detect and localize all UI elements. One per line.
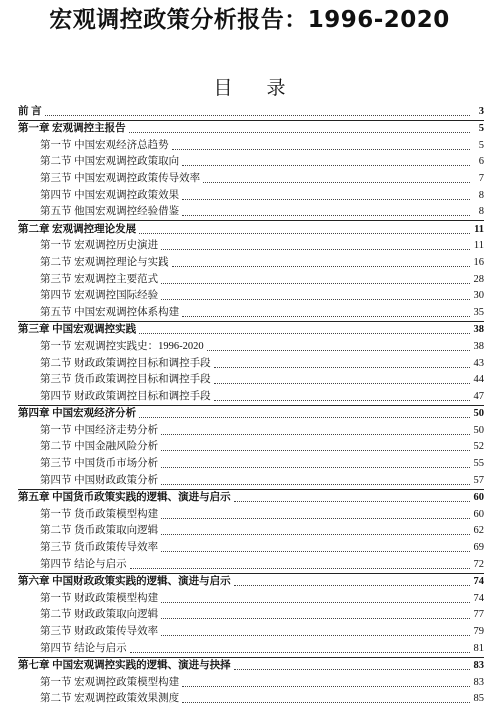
toc-chapter-entry[interactable] [18,657,484,675]
toc-section-entry[interactable] [18,137,484,154]
toc-section-entry[interactable] [18,388,484,405]
toc-entry-page: 74 [473,592,484,604]
toc-section-entry[interactable] [18,623,484,640]
toc-chapter-entry[interactable] [18,489,484,507]
toc-entry-label: 前 言 [18,105,42,117]
toc-entry-label: 第一节 财政政策模型构建 [40,592,159,604]
toc-entry-label: 第四节 结论与启示 [40,642,127,654]
toc-section-entry[interactable] [18,338,484,355]
toc-entry-page: 35 [473,306,484,318]
toc-entry-page: 60 [473,508,484,520]
table-of-contents [18,103,484,707]
toc-entry-label: 第二节 货币政策取向逻辑 [40,525,159,537]
dot-leader [161,601,470,603]
toc-entry-page: 7 [478,172,484,184]
toc-entry-label: 第一节 宏观调控历史演进 [40,240,159,252]
dot-leader [234,584,470,586]
toc-entry-page: 11 [473,240,484,252]
dot-leader [161,298,470,300]
toc-section-entry[interactable] [18,691,484,707]
dot-leader [182,214,470,216]
toc-entry-page: 38 [473,340,484,352]
dot-leader [161,248,470,250]
toc-section-entry[interactable] [18,523,484,540]
toc-entry-page: 11 [474,223,484,235]
toc-section-entry[interactable] [18,455,484,472]
dot-leader [161,517,470,519]
dot-leader [130,651,470,653]
toc-section-entry[interactable] [18,640,484,657]
toc-entry-label: 第三节 中国宏观调控政策传导效率 [40,172,201,184]
dot-leader [161,282,470,284]
toc-entry-page: 3 [478,105,484,117]
toc-entry-page: 50 [473,408,484,420]
toc-section-entry[interactable] [18,254,484,271]
toc-entry-page: 83 [473,676,484,688]
toc-section-entry[interactable] [18,422,484,439]
dot-leader [161,433,470,435]
toc-section-entry[interactable] [18,288,484,305]
toc-section-entry[interactable] [18,187,484,204]
dot-leader [161,483,470,485]
toc-section-entry[interactable] [18,238,484,255]
dot-leader [139,332,470,334]
toc-section-entry[interactable] [18,170,484,187]
dot-leader [214,382,470,384]
toc-chapter-entry[interactable] [18,103,484,120]
toc-section-entry[interactable] [18,154,484,171]
dot-leader [45,114,470,116]
toc-entry-page: 79 [473,626,484,637]
toc-entry-label: 第三节 货币政策传导效率 [40,542,159,554]
toc-section-entry[interactable] [18,590,484,607]
toc-chapter-entry[interactable] [18,220,484,238]
toc-entry-page: 55 [473,458,484,470]
toc-entry-page: 85 [473,693,484,705]
toc-entry-label: 第三节 货币政策调控目标和调控手段 [40,374,211,386]
toc-section-entry[interactable] [18,204,484,221]
dot-leader [182,685,470,687]
dot-leader [161,617,470,619]
toc-section-entry[interactable] [18,607,484,624]
dot-leader [139,416,470,418]
toc-section-entry[interactable] [18,372,484,389]
toc-entry-page: 5 [478,139,484,151]
toc-entry-page: 43 [473,357,484,369]
toc-entry-label: 第六章 中国财政政策实践的逻辑、演进与启示 [18,576,231,588]
dot-leader [234,668,470,670]
toc-entry-page: 69 [473,542,484,554]
toc-entry-page: 72 [473,558,484,570]
toc-entry-label: 第五章 中国货币政策实践的逻辑、演进与启示 [18,492,231,504]
dot-leader [214,366,470,368]
toc-entry-label: 第四节 中国宏观调控政策效果 [40,189,180,201]
toc-entry-label: 第二章 宏观调控理论发展 [18,223,137,235]
toc-entry-page: 6 [478,156,484,168]
toc-entry-label: 第一节 货币政策模型构建 [40,508,159,520]
toc-entry-label: 第五节 中国宏观调控体系构建 [40,306,180,318]
toc-entry-label: 第四节 宏观调控国际经验 [40,290,159,302]
toc-entry-label: 第三章 中国宏观调控实践 [18,324,137,336]
toc-entry-label: 第一节 中国经济走势分析 [40,424,159,436]
toc-chapter-entry[interactable] [18,573,484,591]
toc-entry-label: 第二节 财政政策调控目标和调控手段 [40,357,211,369]
toc-entry-page: 28 [473,273,484,285]
page-title: 宏观调控政策分析报告：1996-2020 [49,7,450,33]
toc-chapter-entry[interactable] [18,321,484,339]
dot-leader [234,500,470,502]
toc-entry-page: 57 [473,474,484,486]
toc-section-entry[interactable] [18,556,484,573]
toc-entry-page: 38 [473,324,484,336]
dot-leader [161,533,470,535]
toc-entry-label: 第五节 他国宏观调控经验借鉴 [40,206,180,218]
toc-entry-page: 74 [473,576,484,588]
dot-leader [203,181,470,183]
toc-entry-label: 第三节 财政政策传导效率 [40,626,159,637]
toc-section-entry[interactable] [18,472,484,489]
toc-section-entry[interactable] [18,439,484,456]
toc-entry-label: 第二节 财政政策取向逻辑 [40,609,159,621]
toc-section-entry[interactable] [18,271,484,288]
toc-entry-label: 第三节 中国货币市场分析 [40,458,159,470]
dot-leader [182,315,470,317]
toc-entry-label: 第三节 宏观调控主要范式 [40,273,159,285]
dot-leader [214,399,470,401]
toc-entry-label: 第四节 中国财政政策分析 [40,474,159,486]
toc-entry-page: 60 [473,492,484,504]
toc-entry-page: 52 [473,441,484,453]
toc-entry-label: 第四节 财政政策调控目标和调控手段 [40,390,211,402]
toc-section-entry[interactable] [18,506,484,523]
toc-entry-label: 第二节 宏观调控理论与实践 [40,256,169,268]
toc-entry-page: 62 [473,525,484,537]
dot-leader [207,349,470,351]
dot-leader [161,634,470,636]
toc-entry-label: 第一章 宏观调控主报告 [18,123,126,135]
toc-entry-page: 50 [473,424,484,436]
toc-section-entry[interactable] [18,539,484,556]
dot-leader [172,265,470,267]
toc-entry-label: 第七章 中国宏观调控实践的逻辑、演进与抉择 [18,660,231,672]
toc-entry-label: 第一节 中国宏观经济总趋势 [40,139,169,151]
toc-entry-page: 8 [478,206,484,218]
toc-entry-page: 77 [473,609,484,621]
toc-entry-label: 第二节 中国宏观调控政策取向 [40,156,180,168]
toc-entry-label: 第一节 宏观调控实践史：1996-2020 [40,340,204,352]
dot-leader [182,198,470,200]
dot-leader [161,449,470,451]
toc-entry-page: 81 [473,642,484,654]
toc-entry-label: 第二节 中国金融风险分析 [40,441,159,453]
toc-entry-page: 8 [478,189,484,201]
toc-section-entry[interactable] [18,304,484,321]
dot-leader [182,164,470,166]
toc-entry-label: 第二节 宏观调控政策效果测度 [40,693,180,705]
toc-entry-label: 第四章 中国宏观经济分析 [18,408,137,420]
toc-entry-label: 第一节 宏观调控政策模型构建 [40,676,180,688]
toc-entry-page: 16 [473,256,484,268]
toc-entry-page: 47 [473,390,484,402]
toc-entry-page: 5 [478,123,484,135]
dot-leader [139,232,470,234]
toc-chapter-entry[interactable] [18,405,484,423]
toc-entry-label: 第四节 结论与启示 [40,558,127,570]
dot-leader [129,131,470,133]
toc-chapter-entry[interactable] [18,120,484,138]
toc-entry-page: 30 [473,290,484,302]
toc-heading: 目 录 [213,77,300,99]
toc-section-entry[interactable] [18,355,484,372]
toc-entry-page: 83 [473,660,484,672]
toc-section-entry[interactable] [18,674,484,691]
dot-leader [130,567,470,569]
dot-leader [182,701,470,703]
dot-leader [161,550,470,552]
dot-leader [172,148,470,150]
toc-entry-page: 44 [473,374,484,386]
dot-leader [161,466,470,468]
